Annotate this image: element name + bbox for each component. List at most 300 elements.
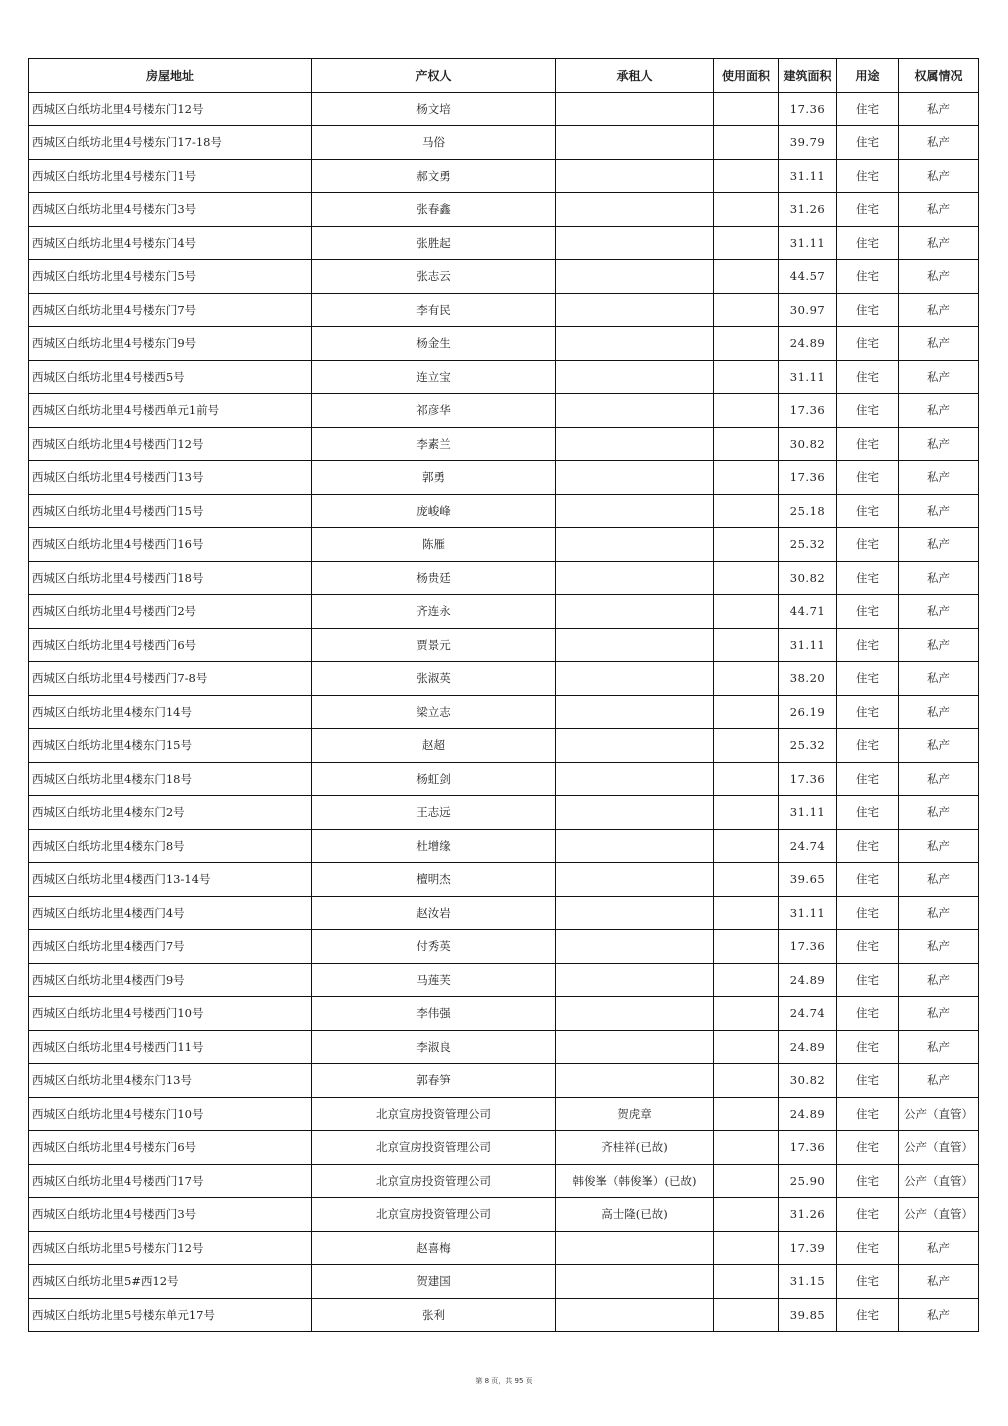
building-area-cell: 26.19 bbox=[779, 695, 837, 729]
table-row bbox=[29, 92, 979, 126]
usable-area-cell bbox=[714, 461, 779, 495]
owner-cell: 北京宣房投资管理公司 bbox=[312, 1131, 556, 1165]
tenant-cell bbox=[556, 930, 714, 964]
table-row bbox=[29, 1265, 979, 1299]
address-cell: 西城区白纸坊北里4号楼东门17-18号 bbox=[29, 126, 312, 160]
address-cell: 西城区白纸坊北里4号楼东门1号 bbox=[29, 159, 312, 193]
address-cell: 西城区白纸坊北里4号楼西门11号 bbox=[29, 1030, 312, 1064]
usage-cell: 住宅 bbox=[837, 260, 899, 294]
header-owner: 产权人 bbox=[312, 59, 556, 93]
owner-cell: 赵喜梅 bbox=[312, 1231, 556, 1265]
ownership-cell: 私产 bbox=[899, 561, 979, 595]
usage-cell: 住宅 bbox=[837, 226, 899, 260]
table-row bbox=[29, 528, 979, 562]
ownership-cell: 公产（直管） bbox=[899, 1097, 979, 1131]
tenant-cell bbox=[556, 796, 714, 830]
address-cell: 西城区白纸坊北里4号楼西门6号 bbox=[29, 628, 312, 662]
tenant-cell bbox=[556, 1298, 714, 1332]
address-cell: 西城区白纸坊北里4号楼西门18号 bbox=[29, 561, 312, 595]
table-row bbox=[29, 461, 979, 495]
owner-cell: 梁立志 bbox=[312, 695, 556, 729]
address-cell: 西城区白纸坊北里5#西12号 bbox=[29, 1265, 312, 1299]
ownership-cell: 私产 bbox=[899, 226, 979, 260]
ownership-cell: 私产 bbox=[899, 829, 979, 863]
building-area-cell: 25.90 bbox=[779, 1164, 837, 1198]
table-row bbox=[29, 1164, 979, 1198]
usable-area-cell bbox=[714, 595, 779, 629]
usable-area-cell bbox=[714, 662, 779, 696]
ownership-cell: 私产 bbox=[899, 1231, 979, 1265]
building-area-cell: 31.11 bbox=[779, 226, 837, 260]
address-cell: 西城区白纸坊北里4楼东门15号 bbox=[29, 729, 312, 763]
header-address: 房屋地址 bbox=[29, 59, 312, 93]
building-area-cell: 17.39 bbox=[779, 1231, 837, 1265]
building-area-cell: 24.89 bbox=[779, 1097, 837, 1131]
owner-cell: 杨金生 bbox=[312, 327, 556, 361]
building-area-cell: 30.82 bbox=[779, 427, 837, 461]
usage-cell: 住宅 bbox=[837, 595, 899, 629]
tenant-cell bbox=[556, 762, 714, 796]
owner-cell: 贺建国 bbox=[312, 1265, 556, 1299]
address-cell: 西城区白纸坊北里5号楼东门12号 bbox=[29, 1231, 312, 1265]
ownership-cell: 私产 bbox=[899, 92, 979, 126]
table-row bbox=[29, 1064, 979, 1098]
building-area-cell: 17.36 bbox=[779, 762, 837, 796]
usable-area-cell bbox=[714, 427, 779, 461]
table-row bbox=[29, 293, 979, 327]
usable-area-cell bbox=[714, 159, 779, 193]
usable-area-cell bbox=[714, 528, 779, 562]
usage-cell: 住宅 bbox=[837, 360, 899, 394]
tenant-cell: 高士隆(已故) bbox=[556, 1198, 714, 1232]
table-row bbox=[29, 1298, 979, 1332]
table-row bbox=[29, 126, 979, 160]
table-row bbox=[29, 1198, 979, 1232]
building-area-cell: 39.79 bbox=[779, 126, 837, 160]
building-area-cell: 24.74 bbox=[779, 997, 837, 1031]
ownership-cell: 私产 bbox=[899, 327, 979, 361]
usable-area-cell bbox=[714, 997, 779, 1031]
table-row bbox=[29, 193, 979, 227]
usage-cell: 住宅 bbox=[837, 896, 899, 930]
building-area-cell: 17.36 bbox=[779, 92, 837, 126]
usage-cell: 住宅 bbox=[837, 1298, 899, 1332]
owner-cell: 北京宣房投资管理公司 bbox=[312, 1164, 556, 1198]
ownership-cell: 私产 bbox=[899, 1265, 979, 1299]
table-body bbox=[29, 92, 979, 1332]
address-cell: 西城区白纸坊北里4号楼西门16号 bbox=[29, 528, 312, 562]
table-row bbox=[29, 595, 979, 629]
usable-area-cell bbox=[714, 896, 779, 930]
address-cell: 西城区白纸坊北里4号楼东门10号 bbox=[29, 1097, 312, 1131]
tenant-cell bbox=[556, 963, 714, 997]
page-footer: 第 8 页，共 95 页 bbox=[475, 1377, 533, 1385]
building-area-cell: 25.32 bbox=[779, 528, 837, 562]
address-cell: 西城区白纸坊北里4号楼西门15号 bbox=[29, 494, 312, 528]
table-row bbox=[29, 796, 979, 830]
ownership-cell: 私产 bbox=[899, 729, 979, 763]
building-area-cell: 30.82 bbox=[779, 1064, 837, 1098]
table-row bbox=[29, 1231, 979, 1265]
building-area-cell: 31.11 bbox=[779, 159, 837, 193]
building-area-cell: 17.36 bbox=[779, 461, 837, 495]
ownership-cell: 私产 bbox=[899, 461, 979, 495]
usage-cell: 住宅 bbox=[837, 695, 899, 729]
address-cell: 西城区白纸坊北里4号楼西单元1前号 bbox=[29, 394, 312, 428]
ownership-cell: 私产 bbox=[899, 126, 979, 160]
usable-area-cell bbox=[714, 293, 779, 327]
owner-cell: 马俗 bbox=[312, 126, 556, 160]
usable-area-cell bbox=[714, 327, 779, 361]
ownership-cell: 私产 bbox=[899, 159, 979, 193]
tenant-cell: 韩俊峯（韩俊峯）(已故) bbox=[556, 1164, 714, 1198]
usage-cell: 住宅 bbox=[837, 628, 899, 662]
owner-cell: 李有民 bbox=[312, 293, 556, 327]
usage-cell: 住宅 bbox=[837, 762, 899, 796]
address-cell: 西城区白纸坊北里4号楼西门7-8号 bbox=[29, 662, 312, 696]
tenant-cell bbox=[556, 896, 714, 930]
building-area-cell: 25.32 bbox=[779, 729, 837, 763]
address-cell: 西城区白纸坊北里4号楼东门4号 bbox=[29, 226, 312, 260]
tenant-cell bbox=[556, 293, 714, 327]
ownership-cell: 私产 bbox=[899, 260, 979, 294]
table-row bbox=[29, 729, 979, 763]
owner-cell: 李淑良 bbox=[312, 1030, 556, 1064]
table-row bbox=[29, 427, 979, 461]
ownership-cell: 私产 bbox=[899, 293, 979, 327]
table-row bbox=[29, 695, 979, 729]
owner-cell: 连立宝 bbox=[312, 360, 556, 394]
usage-cell: 住宅 bbox=[837, 394, 899, 428]
usable-area-cell bbox=[714, 1131, 779, 1165]
address-cell: 西城区白纸坊北里4楼东门2号 bbox=[29, 796, 312, 830]
owner-cell: 赵超 bbox=[312, 729, 556, 763]
building-area-cell: 24.89 bbox=[779, 1030, 837, 1064]
table-row bbox=[29, 863, 979, 897]
usable-area-cell bbox=[714, 92, 779, 126]
address-cell: 西城区白纸坊北里5号楼东单元17号 bbox=[29, 1298, 312, 1332]
table-row bbox=[29, 963, 979, 997]
ownership-cell: 公产（直管） bbox=[899, 1131, 979, 1165]
tenant-cell bbox=[556, 260, 714, 294]
owner-cell: 赵汝岩 bbox=[312, 896, 556, 930]
owner-cell: 贾景元 bbox=[312, 628, 556, 662]
tenant-cell bbox=[556, 126, 714, 160]
usable-area-cell bbox=[714, 695, 779, 729]
tenant-cell bbox=[556, 997, 714, 1031]
building-area-cell: 38.20 bbox=[779, 662, 837, 696]
table-row bbox=[29, 662, 979, 696]
address-cell: 西城区白纸坊北里4号楼东门6号 bbox=[29, 1131, 312, 1165]
owner-cell: 祁彦华 bbox=[312, 394, 556, 428]
ownership-cell: 公产（直管） bbox=[899, 1164, 979, 1198]
table-row bbox=[29, 829, 979, 863]
header-ownership: 权属情况 bbox=[899, 59, 979, 93]
tenant-cell bbox=[556, 1030, 714, 1064]
tenant-cell bbox=[556, 595, 714, 629]
building-area-cell: 24.89 bbox=[779, 327, 837, 361]
usage-cell: 住宅 bbox=[837, 662, 899, 696]
header-tenant: 承租人 bbox=[556, 59, 714, 93]
usable-area-cell bbox=[714, 1198, 779, 1232]
owner-cell: 张志云 bbox=[312, 260, 556, 294]
usable-area-cell bbox=[714, 863, 779, 897]
tenant-cell bbox=[556, 360, 714, 394]
usable-area-cell bbox=[714, 963, 779, 997]
ownership-cell: 私产 bbox=[899, 595, 979, 629]
tenant-cell bbox=[556, 628, 714, 662]
tenant-cell bbox=[556, 494, 714, 528]
tenant-cell bbox=[556, 193, 714, 227]
header-usable-area: 使用面积 bbox=[714, 59, 779, 93]
owner-cell: 郝文勇 bbox=[312, 159, 556, 193]
usage-cell: 住宅 bbox=[837, 729, 899, 763]
usage-cell: 住宅 bbox=[837, 427, 899, 461]
ownership-cell: 私产 bbox=[899, 1064, 979, 1098]
ownership-cell: 私产 bbox=[899, 997, 979, 1031]
ownership-cell: 私产 bbox=[899, 863, 979, 897]
tenant-cell bbox=[556, 461, 714, 495]
usage-cell: 住宅 bbox=[837, 1131, 899, 1165]
address-cell: 西城区白纸坊北里4号楼东门7号 bbox=[29, 293, 312, 327]
usable-area-cell bbox=[714, 193, 779, 227]
ownership-cell: 私产 bbox=[899, 796, 979, 830]
building-area-cell: 30.97 bbox=[779, 293, 837, 327]
usage-cell: 住宅 bbox=[837, 997, 899, 1031]
table-row bbox=[29, 327, 979, 361]
usable-area-cell bbox=[714, 829, 779, 863]
usage-cell: 住宅 bbox=[837, 92, 899, 126]
ownership-cell: 私产 bbox=[899, 662, 979, 696]
owner-cell: 杨虹剑 bbox=[312, 762, 556, 796]
building-area-cell: 17.36 bbox=[779, 930, 837, 964]
building-area-cell: 31.11 bbox=[779, 796, 837, 830]
table-row bbox=[29, 1030, 979, 1064]
usage-cell: 住宅 bbox=[837, 494, 899, 528]
ownership-cell: 私产 bbox=[899, 628, 979, 662]
ownership-cell: 私产 bbox=[899, 896, 979, 930]
usable-area-cell bbox=[714, 762, 779, 796]
usage-cell: 住宅 bbox=[837, 159, 899, 193]
usable-area-cell bbox=[714, 1265, 779, 1299]
usage-cell: 住宅 bbox=[837, 461, 899, 495]
owner-cell: 李素兰 bbox=[312, 427, 556, 461]
owner-cell: 张利 bbox=[312, 1298, 556, 1332]
owner-cell: 齐连永 bbox=[312, 595, 556, 629]
building-area-cell: 31.26 bbox=[779, 193, 837, 227]
owner-cell: 付秀英 bbox=[312, 930, 556, 964]
owner-cell: 李伟强 bbox=[312, 997, 556, 1031]
usable-area-cell bbox=[714, 360, 779, 394]
ownership-cell: 私产 bbox=[899, 1298, 979, 1332]
owner-cell: 杨文培 bbox=[312, 92, 556, 126]
table-row bbox=[29, 360, 979, 394]
usage-cell: 住宅 bbox=[837, 1265, 899, 1299]
address-cell: 西城区白纸坊北里4楼西门13-14号 bbox=[29, 863, 312, 897]
table-row bbox=[29, 762, 979, 796]
building-area-cell: 31.11 bbox=[779, 360, 837, 394]
address-cell: 西城区白纸坊北里4楼西门7号 bbox=[29, 930, 312, 964]
address-cell: 西城区白纸坊北里4号楼西门10号 bbox=[29, 997, 312, 1031]
usage-cell: 住宅 bbox=[837, 1231, 899, 1265]
owner-cell: 陈雁 bbox=[312, 528, 556, 562]
ownership-cell: 私产 bbox=[899, 494, 979, 528]
usable-area-cell bbox=[714, 1064, 779, 1098]
ownership-cell: 私产 bbox=[899, 1030, 979, 1064]
ownership-cell: 私产 bbox=[899, 394, 979, 428]
usage-cell: 住宅 bbox=[837, 1030, 899, 1064]
usable-area-cell bbox=[714, 1030, 779, 1064]
usable-area-cell bbox=[714, 1231, 779, 1265]
usage-cell: 住宅 bbox=[837, 796, 899, 830]
tenant-cell bbox=[556, 829, 714, 863]
usable-area-cell bbox=[714, 260, 779, 294]
table-row bbox=[29, 1131, 979, 1165]
address-cell: 西城区白纸坊北里4楼东门18号 bbox=[29, 762, 312, 796]
usable-area-cell bbox=[714, 561, 779, 595]
usage-cell: 住宅 bbox=[837, 863, 899, 897]
tenant-cell bbox=[556, 327, 714, 361]
building-area-cell: 31.15 bbox=[779, 1265, 837, 1299]
building-area-cell: 30.82 bbox=[779, 561, 837, 595]
owner-cell: 张春鑫 bbox=[312, 193, 556, 227]
tenant-cell bbox=[556, 1265, 714, 1299]
ownership-cell: 私产 bbox=[899, 930, 979, 964]
owner-cell: 马莲芙 bbox=[312, 963, 556, 997]
owner-cell: 郭勇 bbox=[312, 461, 556, 495]
address-cell: 西城区白纸坊北里4楼东门8号 bbox=[29, 829, 312, 863]
building-area-cell: 24.74 bbox=[779, 829, 837, 863]
usage-cell: 住宅 bbox=[837, 1198, 899, 1232]
building-area-cell: 25.18 bbox=[779, 494, 837, 528]
table-row bbox=[29, 394, 979, 428]
ownership-cell: 私产 bbox=[899, 963, 979, 997]
ownership-cell: 私产 bbox=[899, 193, 979, 227]
usable-area-cell bbox=[714, 226, 779, 260]
address-cell: 西城区白纸坊北里4号楼东门5号 bbox=[29, 260, 312, 294]
tenant-cell bbox=[556, 863, 714, 897]
usage-cell: 住宅 bbox=[837, 829, 899, 863]
owner-cell: 庞峻峰 bbox=[312, 494, 556, 528]
usable-area-cell bbox=[714, 394, 779, 428]
address-cell: 西城区白纸坊北里4号楼西5号 bbox=[29, 360, 312, 394]
owner-cell: 王志远 bbox=[312, 796, 556, 830]
address-cell: 西城区白纸坊北里4楼西门9号 bbox=[29, 963, 312, 997]
usable-area-cell bbox=[714, 1097, 779, 1131]
tenant-cell bbox=[556, 226, 714, 260]
usage-cell: 住宅 bbox=[837, 1064, 899, 1098]
tenant-cell bbox=[556, 92, 714, 126]
address-cell: 西城区白纸坊北里4号楼西门17号 bbox=[29, 1164, 312, 1198]
tenant-cell bbox=[556, 1231, 714, 1265]
building-area-cell: 44.71 bbox=[779, 595, 837, 629]
tenant-cell bbox=[556, 427, 714, 461]
property-table bbox=[28, 58, 979, 1332]
address-cell: 西城区白纸坊北里4号楼西门2号 bbox=[29, 595, 312, 629]
tenant-cell: 贺虎章 bbox=[556, 1097, 714, 1131]
usage-cell: 住宅 bbox=[837, 293, 899, 327]
tenant-cell bbox=[556, 662, 714, 696]
building-area-cell: 39.85 bbox=[779, 1298, 837, 1332]
address-cell: 西城区白纸坊北里4号楼东门12号 bbox=[29, 92, 312, 126]
usable-area-cell bbox=[714, 1298, 779, 1332]
tenant-cell bbox=[556, 159, 714, 193]
table-row bbox=[29, 930, 979, 964]
owner-cell: 杨贵廷 bbox=[312, 561, 556, 595]
building-area-cell: 24.89 bbox=[779, 963, 837, 997]
usage-cell: 住宅 bbox=[837, 126, 899, 160]
address-cell: 西城区白纸坊北里4号楼西门13号 bbox=[29, 461, 312, 495]
usable-area-cell bbox=[714, 494, 779, 528]
tenant-cell: 齐桂祥(已故) bbox=[556, 1131, 714, 1165]
usage-cell: 住宅 bbox=[837, 327, 899, 361]
usage-cell: 住宅 bbox=[837, 193, 899, 227]
tenant-cell bbox=[556, 528, 714, 562]
tenant-cell bbox=[556, 394, 714, 428]
building-area-cell: 31.11 bbox=[779, 896, 837, 930]
ownership-cell: 私产 bbox=[899, 360, 979, 394]
address-cell: 西城区白纸坊北里4楼东门13号 bbox=[29, 1064, 312, 1098]
tenant-cell bbox=[556, 729, 714, 763]
building-area-cell: 44.57 bbox=[779, 260, 837, 294]
owner-cell: 郭春笋 bbox=[312, 1064, 556, 1098]
building-area-cell: 31.11 bbox=[779, 628, 837, 662]
usage-cell: 住宅 bbox=[837, 930, 899, 964]
header-building-area: 建筑面积 bbox=[779, 59, 837, 93]
owner-cell: 檀明杰 bbox=[312, 863, 556, 897]
building-area-cell: 17.36 bbox=[779, 394, 837, 428]
header-usage: 用途 bbox=[837, 59, 899, 93]
usage-cell: 住宅 bbox=[837, 1097, 899, 1131]
address-cell: 西城区白纸坊北里4号楼东门9号 bbox=[29, 327, 312, 361]
tenant-cell bbox=[556, 695, 714, 729]
ownership-cell: 私产 bbox=[899, 528, 979, 562]
ownership-cell: 私产 bbox=[899, 762, 979, 796]
usable-area-cell bbox=[714, 729, 779, 763]
ownership-cell: 私产 bbox=[899, 427, 979, 461]
header-row bbox=[29, 59, 979, 93]
usage-cell: 住宅 bbox=[837, 1164, 899, 1198]
usage-cell: 住宅 bbox=[837, 528, 899, 562]
address-cell: 西城区白纸坊北里4号楼西门12号 bbox=[29, 427, 312, 461]
usable-area-cell bbox=[714, 930, 779, 964]
owner-cell: 张淑英 bbox=[312, 662, 556, 696]
table-row bbox=[29, 896, 979, 930]
tenant-cell bbox=[556, 561, 714, 595]
table-row bbox=[29, 260, 979, 294]
building-area-cell: 17.36 bbox=[779, 1131, 837, 1165]
building-area-cell: 39.65 bbox=[779, 863, 837, 897]
table-row bbox=[29, 997, 979, 1031]
table-row bbox=[29, 628, 979, 662]
address-cell: 西城区白纸坊北里4号楼东门3号 bbox=[29, 193, 312, 227]
ownership-cell: 私产 bbox=[899, 695, 979, 729]
building-area-cell: 31.26 bbox=[779, 1198, 837, 1232]
owner-cell: 杜增缘 bbox=[312, 829, 556, 863]
usage-cell: 住宅 bbox=[837, 561, 899, 595]
usable-area-cell bbox=[714, 628, 779, 662]
address-cell: 西城区白纸坊北里4号楼西门3号 bbox=[29, 1198, 312, 1232]
usable-area-cell bbox=[714, 796, 779, 830]
owner-cell: 北京宣房投资管理公司 bbox=[312, 1198, 556, 1232]
table-row bbox=[29, 561, 979, 595]
table-row bbox=[29, 159, 979, 193]
address-cell: 西城区白纸坊北里4楼西门4号 bbox=[29, 896, 312, 930]
table-row bbox=[29, 494, 979, 528]
tenant-cell bbox=[556, 1064, 714, 1098]
ownership-cell: 公产（直管） bbox=[899, 1198, 979, 1232]
address-cell: 西城区白纸坊北里4楼东门14号 bbox=[29, 695, 312, 729]
